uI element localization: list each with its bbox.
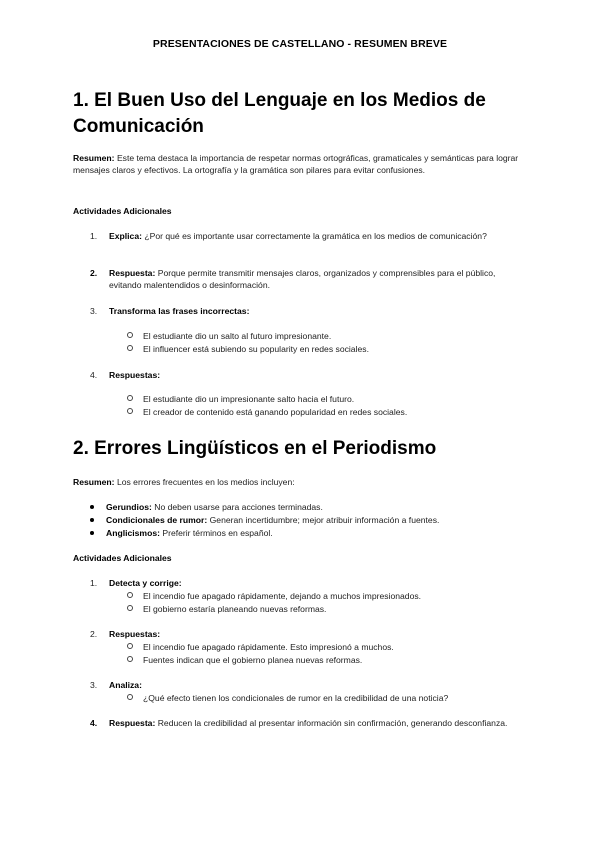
circle-bullet-icon: [127, 395, 133, 401]
activity-item: [109, 267, 524, 292]
bullet-item: Anglicismos: Preferir términos en español.: [90, 527, 530, 539]
summary-text: Los errores frecuentes en los medios incluyen:: [116, 477, 295, 487]
sub-list-item: El estudiante dio un impresionante salto hacia el futuro.: [127, 393, 527, 405]
sub-list-item: ¿Qué efecto tienen los condicionales de rumor en la credibilidad de una noticia?: [127, 692, 527, 704]
activity-item: [109, 717, 524, 729]
activity-label: Respuesta:: [109, 718, 156, 728]
bullet-item: Gerundios: No deben usarse para acciones terminadas.: [90, 501, 530, 513]
activity-item: [109, 230, 524, 242]
activity-label: Respuesta:: [109, 268, 156, 278]
sub-list-item: El gobierno estaría planeando nuevas reformas.: [127, 603, 527, 615]
circle-bullet-icon: [127, 656, 133, 662]
section-2-summary: [73, 476, 523, 488]
circle-bullet-icon: [127, 345, 133, 351]
activity-item: [109, 305, 524, 317]
activity-label: Analiza:: [109, 680, 142, 690]
section-1-summary: [73, 152, 523, 177]
list-number: 4.: [90, 718, 98, 728]
bullet-dot-icon: [90, 531, 94, 535]
sub-list-item: El creador de contenido está ganando popularidad en redes sociales.: [127, 406, 527, 418]
circle-bullet-icon: [127, 592, 133, 598]
summary-label: Resumen:: [73, 477, 115, 487]
activity-text: Reducen la credibilidad al presentar información sin confirmación, generando desconfianza.: [157, 718, 508, 728]
circle-bullet-icon: [127, 408, 133, 414]
sub-list-item: Fuentes indican que el gobierno planea nuevas reformas.: [127, 654, 527, 666]
list-number: 4.: [90, 370, 98, 380]
section-1-heading-line1: 1. El Buen Uso del Lenguaje en los Medios de: [73, 90, 486, 111]
list-number: 3.: [90, 306, 98, 316]
circle-bullet-icon: [127, 643, 133, 649]
activity-label: Respuestas:: [109, 370, 161, 380]
activity-label: Explica:: [109, 231, 142, 241]
activity-label: Transforma las frases incorrectas:: [109, 306, 250, 316]
activity-text: ¿Por qué es importante usar correctamente la gramática en los medios de comunicación?: [144, 231, 487, 241]
sub-list-item: El influencer está subiendo su popularity en redes sociales.: [127, 343, 527, 355]
list-number: 3.: [90, 680, 98, 690]
activity-text: Porque permite transmitir mensajes claros, organizados y comprensibles para el público, evitando malentendidos o desinformación.: [109, 268, 496, 291]
sub-list-item: El estudiante dio un salto al futuro impresionante.: [127, 330, 527, 342]
section-1-activities-label: Actividades Adicionales: [73, 206, 172, 216]
circle-bullet-icon: [127, 332, 133, 338]
activity-item: [109, 679, 524, 691]
activity-item: [109, 369, 524, 381]
sub-list-item: El incendio fue apagado rápidamente. Esto impresionó a muchos.: [127, 641, 527, 653]
bullet-dot-icon: [90, 518, 94, 522]
section-2-activities-label: Actividades Adicionales: [73, 553, 172, 563]
document-title: PRESENTACIONES DE CASTELLANO - RESUMEN BREVE: [152, 38, 448, 50]
activity-label: Detecta y corrige:: [109, 578, 182, 588]
list-number: 2.: [90, 268, 98, 278]
bullet-dot-icon: [90, 505, 94, 509]
bullet-item: Condicionales de rumor: Generan incertidumbre; mejor atribuir información a fuentes.: [90, 514, 530, 526]
list-number: 1.: [90, 578, 98, 588]
section-2-heading: 2. Errores Lingüísticos en el Periodismo: [73, 438, 437, 459]
section-1-heading: [73, 88, 543, 140]
sub-list-item: El incendio fue apagado rápidamente, dejando a muchos impresionados.: [127, 590, 527, 602]
summary-label: Resumen:: [73, 153, 115, 163]
activity-label: Respuestas:: [109, 629, 161, 639]
circle-bullet-icon: [127, 605, 133, 611]
summary-text: Este tema destaca la importancia de respetar normas ortográficas, gramaticales y semánticas para lograr mensajes claros y efectivos. La ortografía y la gramática son pilares para evitar confusiones.: [73, 153, 519, 176]
section-1-heading-line2: Comunicación: [73, 116, 204, 137]
list-number: 2.: [90, 629, 98, 639]
activity-item: [109, 577, 524, 589]
list-number: 1.: [90, 231, 98, 241]
circle-bullet-icon: [127, 694, 133, 700]
activity-item: [109, 628, 524, 640]
